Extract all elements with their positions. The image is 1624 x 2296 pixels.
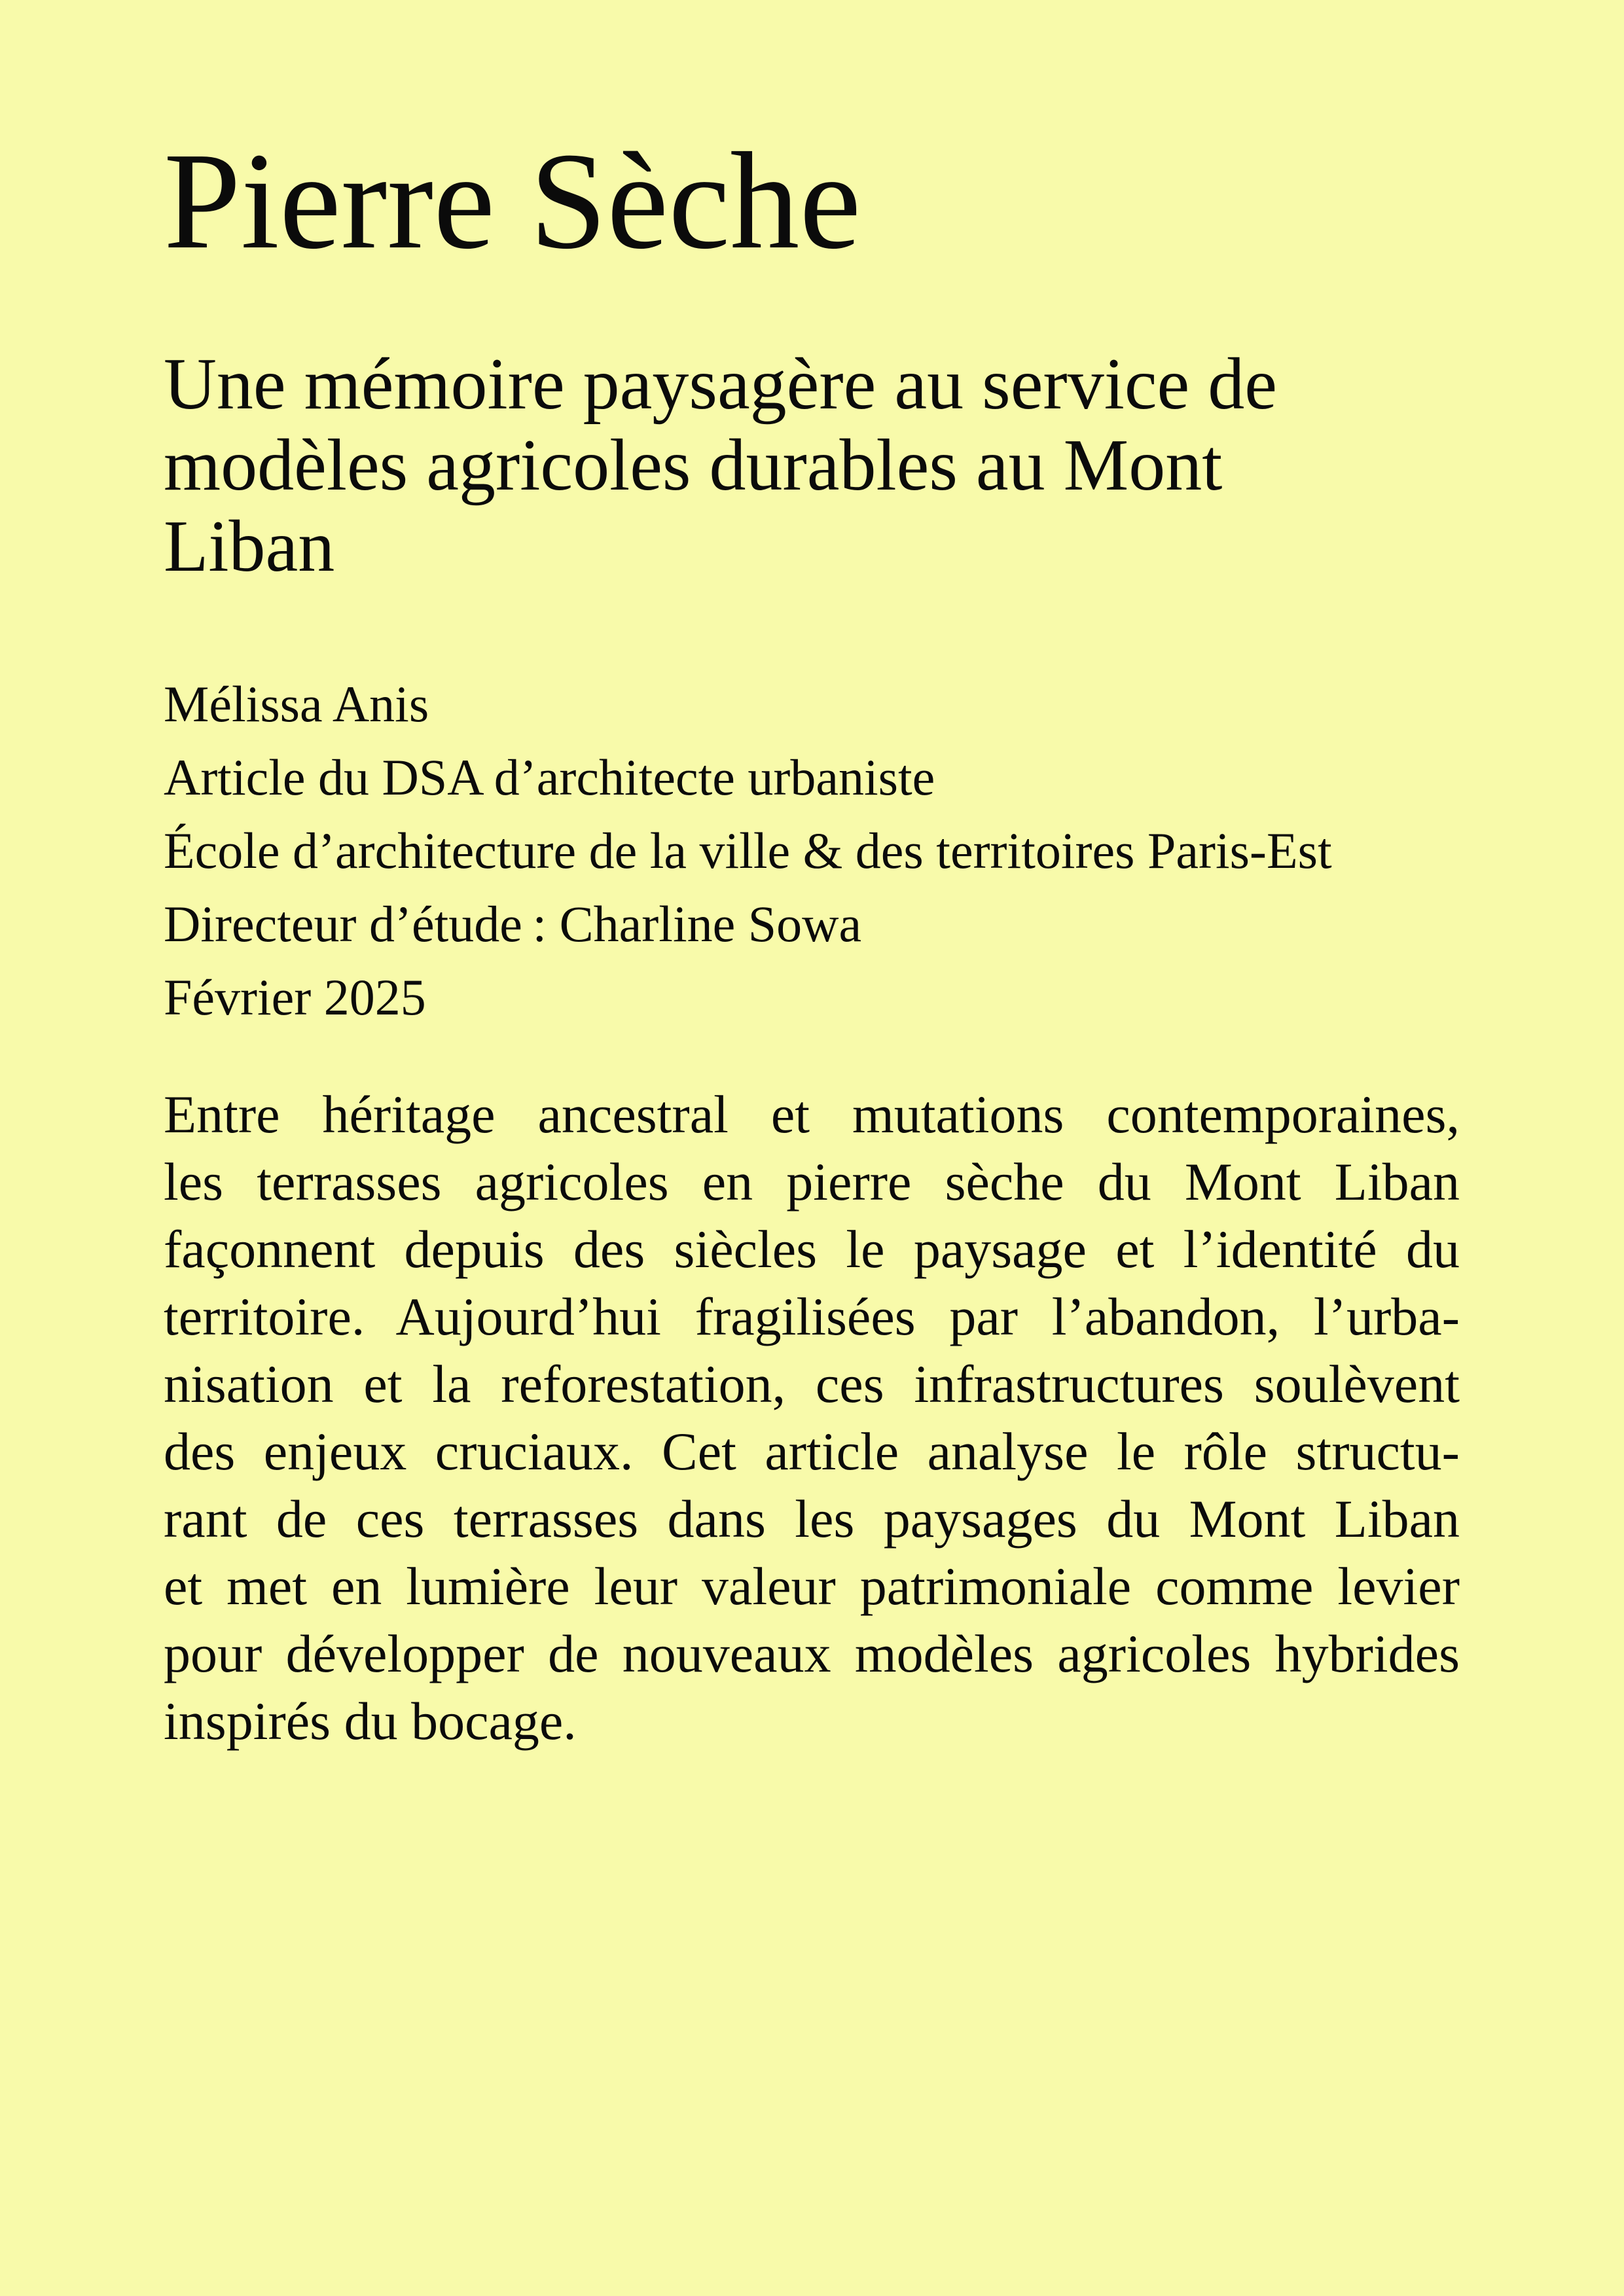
page-title: Pierre Sèche bbox=[164, 124, 861, 278]
byline-date: Février 2025 bbox=[164, 969, 426, 1026]
subtitle-line: Une mémoire paysagère au service de bbox=[164, 344, 1277, 425]
abstract-line: Entre héritage ancestral et mutations contemporaines, bbox=[164, 1085, 1460, 1144]
abstract-line: des enjeux cruciaux. Cet article analyse le rôle structu- bbox=[164, 1422, 1460, 1481]
document-content bbox=[0, 124, 1624, 1755]
subtitle-line: Liban bbox=[164, 506, 335, 587]
abstract-line: territoire. Aujourd’hui fragilisées par l’abandon, l’urba- bbox=[164, 1287, 1460, 1346]
byline-article-type: Article du DSA d’architecte urbaniste bbox=[164, 749, 935, 806]
byline-school: École d’architecture de la ville & des territoires Paris-Est bbox=[164, 822, 1332, 879]
abstract-paragraph bbox=[164, 1081, 1460, 1755]
byline-director: Directeur d’étude : Charline Sowa bbox=[164, 895, 862, 952]
byline-author: Mélissa Anis bbox=[164, 675, 429, 732]
abstract-line: rant de ces terrasses dans les paysages du Mont Liban bbox=[164, 1489, 1460, 1549]
subtitle-line: modèles agricoles durables au Mont bbox=[164, 425, 1223, 506]
subtitle bbox=[164, 344, 1460, 587]
abstract-line: et met en lumière leur valeur patrimoniale comme levier bbox=[164, 1556, 1460, 1616]
byline-block bbox=[164, 668, 1460, 1034]
abstract-line: nisation et la reforestation, ces infrastructures soulèvent bbox=[164, 1354, 1460, 1414]
abstract-line: inspirés du bocage. bbox=[164, 1691, 577, 1751]
abstract-line: les terrasses agricoles en pierre sèche du Mont Liban bbox=[164, 1152, 1460, 1211]
abstract-line: façonnent depuis des siècles le paysage et l’identité du bbox=[164, 1219, 1460, 1279]
abstract-line: pour développer de nouveaux modèles agricoles hybrides bbox=[164, 1624, 1460, 1683]
